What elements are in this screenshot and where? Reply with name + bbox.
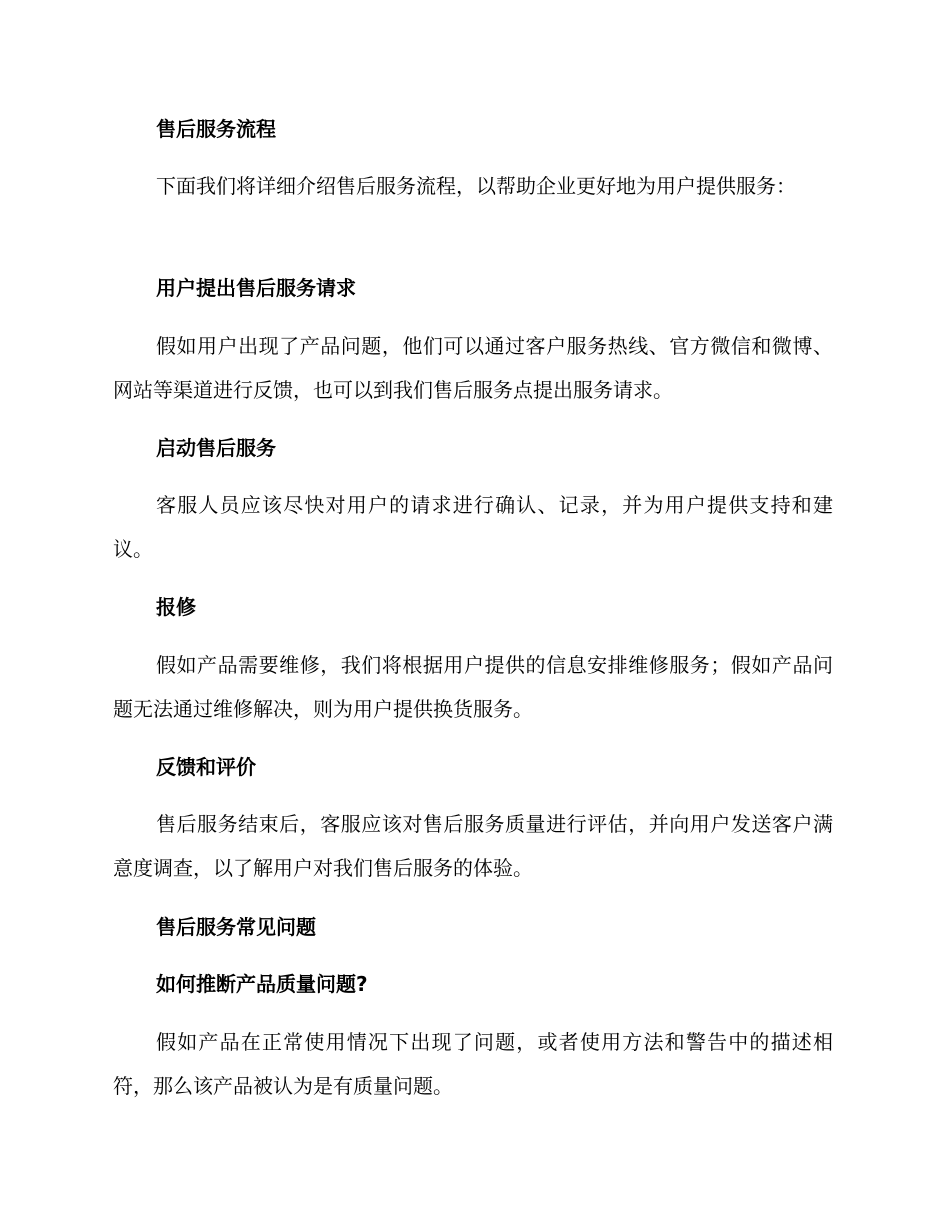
section-heading: 售后服务常见问题 (156, 915, 316, 939)
section-heading: 启动售后服务 (156, 436, 276, 460)
section-heading: 报修 (156, 595, 196, 619)
question-heading: 如何推断产品质量问题? (156, 972, 368, 996)
paragraph: 售后服务结束后，客服应该对售后服务质量进行评估，并向用户发送客户满意度调查，以了解用户对我们售后服务的体验。 (113, 812, 833, 880)
section-heading: 用户提出售后服务请求 (156, 276, 356, 300)
paragraph: 假如用户出现了产品问题，他们可以通过客户服务热线、官方微信和微博、网站等渠道进行反馈，也可以到我们售后服务点提出服务请求。 (113, 334, 833, 402)
section-heading: 反馈和评价 (156, 755, 256, 779)
paragraph: 假如产品需要维修，我们将根据用户提供的信息安排维修服务；假如产品问题无法通过维修解决，则为用户提供换货服务。 (113, 653, 833, 721)
paragraph: 客服人员应该尽快对用户的请求进行确认、记录，并为用户提供支持和建议。 (113, 493, 833, 561)
paragraph: 下面我们将详细介绍售后服务流程，以帮助企业更好地为用户提供服务： (156, 174, 796, 198)
paragraph: 假如产品在正常使用情况下出现了问题，或者使用方法和警告中的描述相符，那么该产品被认为是有质量问题。 (113, 1030, 833, 1098)
section-heading: 售后服务流程 (156, 117, 276, 141)
